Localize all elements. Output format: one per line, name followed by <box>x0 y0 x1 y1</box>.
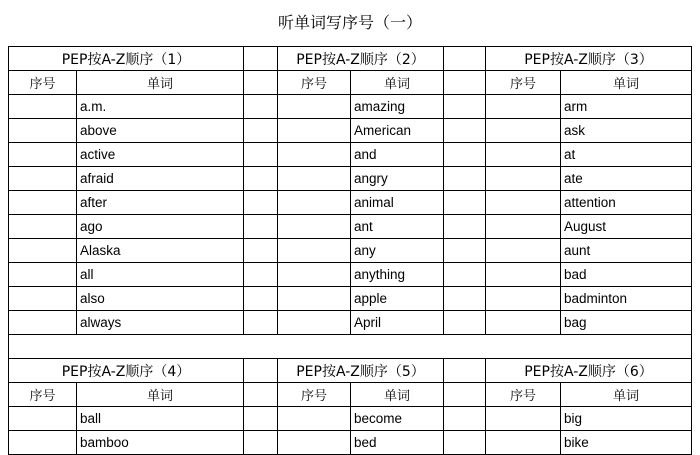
column-header-word: 单词 <box>561 71 692 95</box>
table-row <box>9 143 692 167</box>
gap-cell <box>444 287 486 311</box>
word-cell: bag <box>561 311 692 335</box>
table-row <box>9 95 692 119</box>
gap-cell <box>244 167 278 191</box>
number-answer-cell[interactable] <box>486 95 561 119</box>
table-row <box>9 407 692 431</box>
number-answer-cell[interactable] <box>486 239 561 263</box>
table-row <box>9 215 692 239</box>
word-cell: become <box>351 407 444 431</box>
number-answer-cell[interactable] <box>9 119 77 143</box>
word-cell: ball <box>77 407 244 431</box>
number-answer-cell[interactable] <box>278 119 351 143</box>
column-header-no: 序号 <box>278 71 351 95</box>
number-answer-cell[interactable] <box>9 263 77 287</box>
number-answer-cell[interactable] <box>9 311 77 335</box>
group-heading: PEP按A-Z顺序（5） <box>278 359 444 383</box>
word-cell: ago <box>77 215 244 239</box>
word-cell: bike <box>561 431 692 455</box>
word-cell: bed <box>351 431 444 455</box>
number-answer-cell[interactable] <box>9 431 77 455</box>
column-header-no: 序号 <box>9 383 77 407</box>
table-row <box>9 191 692 215</box>
number-answer-cell[interactable] <box>9 239 77 263</box>
word-cell: Alaska <box>77 239 244 263</box>
number-answer-cell[interactable] <box>278 407 351 431</box>
number-answer-cell[interactable] <box>278 287 351 311</box>
gap-cell <box>244 287 278 311</box>
word-cell: attention <box>561 191 692 215</box>
number-answer-cell[interactable] <box>486 311 561 335</box>
group-heading-row <box>9 47 692 71</box>
word-cell: badminton <box>561 287 692 311</box>
page-title: 听单词写序号（一） <box>277 13 422 32</box>
word-cell: bad <box>561 263 692 287</box>
word-cell: active <box>77 143 244 167</box>
number-answer-cell[interactable] <box>9 167 77 191</box>
word-cell: August <box>561 215 692 239</box>
word-cell: bamboo <box>77 431 244 455</box>
gap-cell <box>444 239 486 263</box>
column-header-word: 单词 <box>561 383 692 407</box>
word-cell: afraid <box>77 167 244 191</box>
number-answer-cell[interactable] <box>486 215 561 239</box>
gap-cell <box>244 47 278 71</box>
number-answer-cell[interactable] <box>278 239 351 263</box>
column-header-no: 序号 <box>278 383 351 407</box>
word-table <box>8 46 692 455</box>
number-answer-cell[interactable] <box>486 119 561 143</box>
word-cell: angry <box>351 167 444 191</box>
gap-cell <box>244 239 278 263</box>
column-header-no: 序号 <box>486 71 561 95</box>
word-cell: big <box>561 407 692 431</box>
gap-cell <box>444 407 486 431</box>
gap-cell <box>444 191 486 215</box>
number-answer-cell[interactable] <box>278 95 351 119</box>
gap-cell <box>244 407 278 431</box>
column-header-no: 序号 <box>9 71 77 95</box>
word-cell: animal <box>351 191 444 215</box>
column-header-row <box>9 71 692 95</box>
number-answer-cell[interactable] <box>486 143 561 167</box>
number-answer-cell[interactable] <box>278 143 351 167</box>
word-cell: April <box>351 311 444 335</box>
gap-cell <box>444 71 486 95</box>
spacer-cell <box>9 335 692 359</box>
group-heading-row <box>9 359 692 383</box>
word-cell: always <box>77 311 244 335</box>
number-answer-cell[interactable] <box>9 191 77 215</box>
gap-cell <box>244 143 278 167</box>
gap-cell <box>444 383 486 407</box>
number-answer-cell[interactable] <box>9 287 77 311</box>
word-cell: ant <box>351 215 444 239</box>
number-answer-cell[interactable] <box>9 407 77 431</box>
number-answer-cell[interactable] <box>486 263 561 287</box>
gap-cell <box>244 95 278 119</box>
gap-cell <box>444 215 486 239</box>
gap-cell <box>244 71 278 95</box>
word-cell: all <box>77 263 244 287</box>
table-row <box>9 311 692 335</box>
number-answer-cell[interactable] <box>486 167 561 191</box>
word-cell: American <box>351 119 444 143</box>
spacer-row <box>9 335 692 359</box>
word-cell: anything <box>351 263 444 287</box>
number-answer-cell[interactable] <box>9 143 77 167</box>
word-cell: ate <box>561 167 692 191</box>
column-header-word: 单词 <box>77 383 244 407</box>
column-header-word: 单词 <box>351 71 444 95</box>
column-header-word: 单词 <box>77 71 244 95</box>
gap-cell <box>244 191 278 215</box>
gap-cell <box>444 263 486 287</box>
word-cell: ask <box>561 119 692 143</box>
group-heading: PEP按A-Z顺序（6） <box>486 359 692 383</box>
number-answer-cell[interactable] <box>486 431 561 455</box>
gap-cell <box>444 167 486 191</box>
gap-cell <box>244 383 278 407</box>
gap-cell <box>244 119 278 143</box>
word-cell: apple <box>351 287 444 311</box>
group-heading: PEP按A-Z顺序（2） <box>278 47 444 71</box>
word-cell: and <box>351 143 444 167</box>
number-answer-cell[interactable] <box>486 407 561 431</box>
number-answer-cell[interactable] <box>486 191 561 215</box>
number-answer-cell[interactable] <box>9 95 77 119</box>
word-cell: after <box>77 191 244 215</box>
table-row <box>9 119 692 143</box>
group-heading: PEP按A-Z顺序（4） <box>9 359 244 383</box>
column-header-no: 序号 <box>486 383 561 407</box>
gap-cell <box>444 431 486 455</box>
gap-cell <box>244 263 278 287</box>
word-cell: amazing <box>351 95 444 119</box>
column-header-word: 单词 <box>351 383 444 407</box>
word-cell: also <box>77 287 244 311</box>
column-header-row <box>9 383 692 407</box>
word-cell: a.m. <box>77 95 244 119</box>
gap-cell <box>444 311 486 335</box>
word-cell: above <box>77 119 244 143</box>
gap-cell <box>244 359 278 383</box>
number-answer-cell[interactable] <box>278 263 351 287</box>
number-answer-cell[interactable] <box>278 311 351 335</box>
gap-cell <box>444 143 486 167</box>
gap-cell <box>444 95 486 119</box>
number-answer-cell[interactable] <box>9 215 77 239</box>
table-row <box>9 287 692 311</box>
number-answer-cell[interactable] <box>278 167 351 191</box>
gap-cell <box>244 215 278 239</box>
group-heading: PEP按A-Z顺序（1） <box>9 47 244 71</box>
gap-cell <box>444 359 486 383</box>
table-row <box>9 263 692 287</box>
gap-cell <box>244 311 278 335</box>
number-answer-cell[interactable] <box>278 191 351 215</box>
gap-cell <box>444 119 486 143</box>
table-row <box>9 167 692 191</box>
number-answer-cell[interactable] <box>486 287 561 311</box>
gap-cell <box>444 47 486 71</box>
number-answer-cell[interactable] <box>278 215 351 239</box>
group-heading: PEP按A-Z顺序（3） <box>486 47 692 71</box>
word-cell: any <box>351 239 444 263</box>
table-row <box>9 239 692 263</box>
gap-cell <box>244 431 278 455</box>
number-answer-cell[interactable] <box>278 431 351 455</box>
word-cell: at <box>561 143 692 167</box>
word-cell: aunt <box>561 239 692 263</box>
word-cell: arm <box>561 95 692 119</box>
table-row <box>9 431 692 455</box>
